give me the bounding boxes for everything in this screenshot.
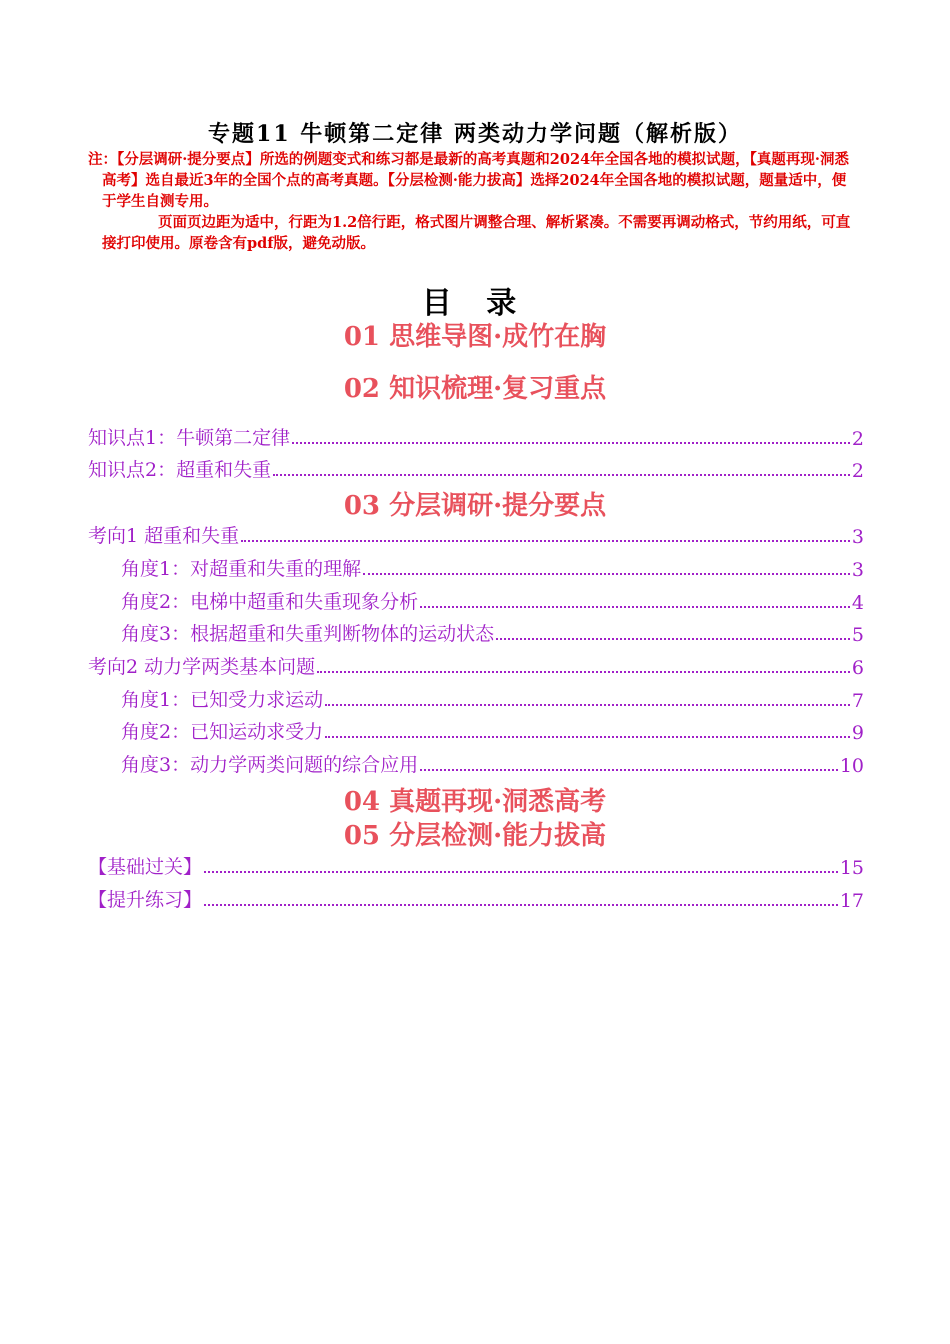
toc-entry-text: 角度1：对超重和失重的理解 [121,558,362,580]
toc-entry-page: 5 [851,624,864,646]
toc-entry[interactable] [121,584,864,614]
toc-section-knowledge[interactable]: 02 知识梳理·复习重点 [343,374,607,404]
toc-entry[interactable] [121,551,864,581]
toc-entry-text: 考向2 动力学两类基本问题 [88,656,316,678]
toc-section-exam[interactable]: 04 真题再现·洞悉高考 [343,787,607,817]
toc-section-mindmap[interactable]: 01 思维导图·成竹在胸 [343,322,607,352]
toc-section-research[interactable]: 03 分层调研·提分要点 [343,491,607,521]
toc-entry[interactable] [121,714,864,744]
toc-entry[interactable] [121,616,864,646]
toc-entry-page: 2 [851,460,864,482]
dot-leader [325,735,850,738]
toc-entry-text: 角度2：已知运动求受力 [121,721,324,743]
toc-entry-page: 3 [851,526,864,548]
note-paragraph-1: 注：【分层调研·提分要点】所选的例题变式和练习都是最新的高考真题和2024年全国各地的模拟试题，【真题再现·洞悉高考】选自最近3年的全国个点的高考真题。【分层检测·能力拔高】选择2024年全国各地的模拟试题，题量适中，便于学生自测专用。 [88,151,849,210]
dot-leader [317,670,850,673]
dot-leader [325,703,850,706]
document-title: 专题11 牛顿第二定律 两类动力学问题（解析版） [208,121,742,147]
toc-entry[interactable] [88,649,864,679]
dot-leader [420,768,838,771]
dot-leader [204,870,838,873]
toc-entry-page: 6 [851,657,864,679]
editor-note [88,149,858,254]
toc-entry[interactable] [88,849,864,879]
toc-entry[interactable] [88,882,864,912]
dot-leader [204,903,838,906]
toc-entry[interactable] [88,452,864,482]
toc-entry-text: 【基础过关】 [88,856,203,878]
dot-leader [363,572,850,575]
toc-entry-text: 角度3：动力学两类问题的综合应用 [121,754,419,776]
toc-entry-text: 知识点1：牛顿第二定律 [88,427,291,449]
toc-entry-text: 角度1：已知受力求运动 [121,689,324,711]
toc-entry[interactable] [88,420,864,450]
toc-entry-page: 17 [839,890,864,912]
toc-entry-page: 10 [839,755,864,777]
toc-entry[interactable] [121,747,864,777]
note-paragraph-2: 页面页边距为适中，行距为1.2倍行距，格式图片调整合理、解析紧凑。不需要再调动格式，节约用纸，可直接打印使用。原卷含有pdf版，避免动版。 [102,214,851,252]
toc-entry[interactable] [88,518,864,548]
toc-entry-page: 15 [839,857,864,879]
dot-leader [273,473,850,476]
toc-entry-page: 2 [851,428,864,450]
toc-entry-text: 角度2：电梯中超重和失重现象分析 [121,591,419,613]
toc-entry-text: 考向1 超重和失重 [88,525,240,547]
toc-entry-page: 9 [851,722,864,744]
toc-entry-page: 7 [851,690,864,712]
toc-entry-text: 【提升练习】 [88,889,203,911]
dot-leader [292,441,850,444]
toc-entry-page: 3 [851,559,864,581]
toc-entry-page: 4 [851,592,864,614]
dot-leader [241,539,850,542]
toc-section-test[interactable]: 05 分层检测·能力拔高 [343,821,607,851]
toc-entry[interactable] [121,682,864,712]
toc-heading: 目 录 [421,286,529,321]
dot-leader [496,637,850,640]
dot-leader [420,605,850,608]
toc-entry-text: 知识点2：超重和失重 [88,459,272,481]
toc-entry-text: 角度3：根据超重和失重判断物体的运动状态 [121,623,495,645]
